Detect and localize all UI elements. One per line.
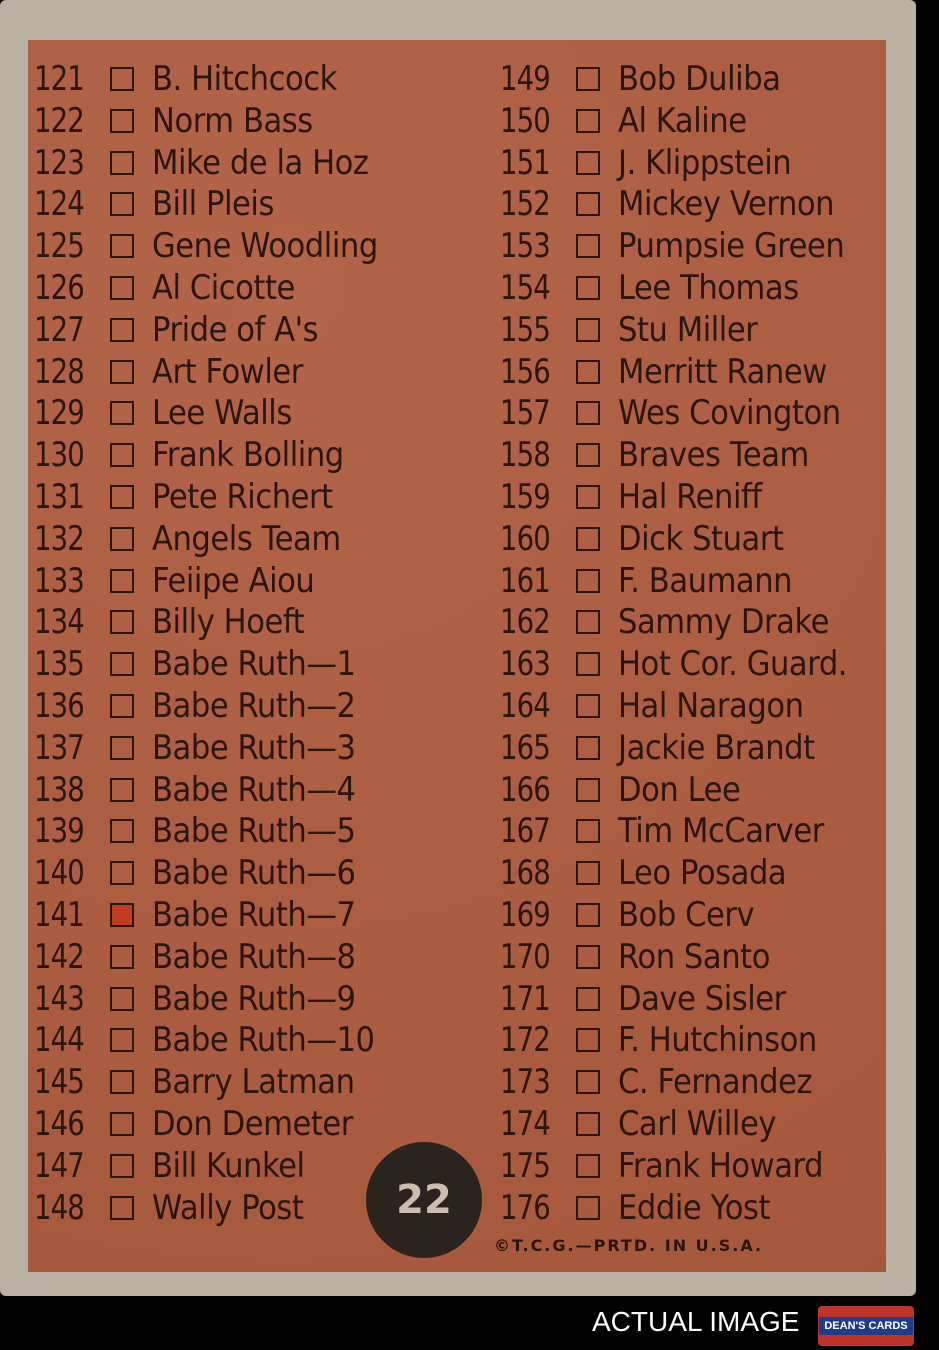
checkbox[interactable]: [110, 527, 134, 551]
checkbox[interactable]: [576, 360, 600, 384]
checklist-row: [500, 309, 880, 351]
checkbox[interactable]: [110, 903, 134, 927]
player-name: Mickey Vernon: [618, 184, 835, 225]
player-name: Hal Reniff: [618, 477, 762, 517]
checklist-row: [34, 476, 414, 518]
card-num: 151: [500, 142, 550, 183]
checklist-row: [34, 142, 414, 184]
checkbox[interactable]: [110, 694, 134, 718]
checkbox[interactable]: [576, 819, 600, 843]
player-name: Babe Ruth—6: [152, 853, 356, 894]
card-num: 162: [500, 602, 550, 643]
player-name: Babe Ruth—10: [152, 1020, 375, 1061]
checkbox[interactable]: [110, 360, 134, 384]
checklist-row: [500, 685, 880, 727]
checkbox[interactable]: [110, 736, 134, 760]
card-num: 172: [500, 1020, 550, 1061]
checkbox[interactable]: [576, 527, 600, 551]
player-name: Angels Team: [152, 518, 341, 559]
card-num: 129: [34, 393, 84, 434]
checklist-row: [34, 560, 414, 602]
player-name: Bill Pleis: [152, 184, 274, 225]
player-name: Al Cicotte: [152, 268, 295, 308]
card-num: 132: [34, 518, 84, 559]
checkbox[interactable]: [576, 192, 600, 216]
checklist-row: [34, 392, 414, 434]
card-num: 121: [34, 59, 84, 99]
checkbox[interactable]: [110, 485, 134, 509]
card-num: 163: [500, 644, 550, 685]
checklist-row: [500, 643, 880, 685]
card-num: 145: [34, 1062, 84, 1103]
player-name: Stu Miller: [618, 309, 758, 350]
player-name: Babe Ruth—2: [152, 686, 356, 726]
card-num: 147: [34, 1145, 84, 1186]
checkbox[interactable]: [576, 569, 600, 593]
card-num: 126: [34, 268, 84, 308]
checklist-row: [34, 434, 414, 476]
checkbox[interactable]: [110, 1154, 134, 1178]
checkbox[interactable]: [576, 234, 600, 258]
card-num: 148: [34, 1187, 84, 1228]
checklist-row: [500, 978, 880, 1020]
player-name: F. Hutchinson: [618, 1020, 817, 1061]
card-num: 150: [500, 100, 550, 141]
card-num: 146: [34, 1104, 84, 1144]
card-num: 170: [500, 936, 550, 977]
card-num: 174: [500, 1104, 550, 1144]
checkbox[interactable]: [110, 67, 134, 91]
checklist-row: [500, 100, 880, 142]
checkbox[interactable]: [110, 987, 134, 1011]
checklist-row: [500, 560, 880, 602]
checkbox[interactable]: [110, 945, 134, 969]
checklist-row: [34, 936, 414, 978]
checklist-row: [34, 58, 414, 100]
checklist-row: [500, 142, 880, 184]
player-name: Pride of A's: [152, 309, 319, 350]
card-num: 130: [34, 435, 84, 476]
card-num: 124: [34, 184, 84, 225]
card-num: 158: [500, 435, 550, 476]
player-name: Lee Walls: [152, 393, 292, 434]
checklist-row: [34, 267, 414, 309]
player-name: Babe Ruth—7: [152, 895, 356, 935]
player-name: Feiipe Aiou: [152, 560, 315, 601]
card-num: 164: [500, 686, 550, 726]
checklist-row: [500, 183, 880, 225]
player-name: Babe Ruth—1: [152, 644, 356, 685]
checklist-row: [500, 727, 880, 769]
checklist-row: [34, 100, 414, 142]
card-num: 128: [34, 351, 84, 392]
checklist-row: [500, 476, 880, 518]
checklist-row: [500, 1103, 880, 1145]
card-num: 142: [34, 936, 84, 977]
card-num: 131: [34, 477, 84, 517]
checkbox[interactable]: [576, 151, 600, 175]
checklist-row: [500, 434, 880, 476]
checklist-row: [34, 1103, 414, 1145]
player-name: Wes Covington: [618, 393, 841, 434]
player-name: Merritt Ranew: [618, 351, 827, 392]
checkbox[interactable]: [110, 652, 134, 676]
checklist-row: [500, 601, 880, 643]
card-num: 157: [500, 393, 550, 434]
checklist-row: [500, 392, 880, 434]
checkbox[interactable]: [110, 318, 134, 342]
checklist-row: [500, 267, 880, 309]
card-num: 169: [500, 895, 550, 935]
card-num: 153: [500, 226, 550, 267]
player-name: B. Hitchcock: [152, 59, 337, 99]
checkbox[interactable]: [576, 861, 600, 885]
card-num: 133: [34, 560, 84, 601]
checkbox[interactable]: [110, 1028, 134, 1052]
checkbox[interactable]: [576, 736, 600, 760]
checkbox[interactable]: [576, 109, 600, 133]
checklist-row: [34, 769, 414, 811]
card-num: 176: [500, 1187, 550, 1228]
checkbox[interactable]: [576, 1112, 600, 1136]
player-name: Don Lee: [618, 769, 741, 810]
checkbox[interactable]: [576, 945, 600, 969]
player-name: Eddie Yost: [618, 1187, 771, 1228]
checkbox[interactable]: [576, 903, 600, 927]
checklist-row: [34, 810, 414, 852]
card-num: 137: [34, 727, 84, 768]
player-name: Jackie Brandt: [618, 727, 815, 768]
player-name: Art Fowler: [152, 351, 303, 392]
card-num: 175: [500, 1145, 550, 1186]
checkbox[interactable]: [110, 443, 134, 467]
checkbox[interactable]: [110, 192, 134, 216]
checklist-row: [34, 225, 414, 267]
checkbox[interactable]: [576, 318, 600, 342]
card-num: 141: [34, 895, 84, 935]
checklist-row: [500, 810, 880, 852]
checklist-row: [34, 518, 414, 560]
card-number: 22: [396, 1177, 452, 1223]
checkbox[interactable]: [576, 485, 600, 509]
checklist-row: [500, 1145, 880, 1187]
card-number-badge: [366, 1142, 482, 1258]
checklist-row: [34, 852, 414, 894]
checklist-row: [34, 643, 414, 685]
card-num: 155: [500, 309, 550, 350]
checklist-row: [500, 58, 880, 100]
player-name: Mike de la Hoz: [152, 142, 369, 183]
checkbox[interactable]: [110, 1070, 134, 1094]
card-num: 143: [34, 978, 84, 1019]
card-num: 161: [500, 560, 550, 601]
checkbox[interactable]: [576, 610, 600, 634]
player-name: Wally Post: [152, 1187, 304, 1228]
checklist-row: [500, 852, 880, 894]
player-name: Leo Posada: [618, 853, 787, 894]
card-num: 135: [34, 644, 84, 685]
card-num: 127: [34, 309, 84, 350]
checklist-row: [500, 225, 880, 267]
checkbox[interactable]: [576, 987, 600, 1011]
checklist-row: [500, 936, 880, 978]
checklist-row: [34, 309, 414, 351]
checkbox[interactable]: [110, 610, 134, 634]
player-name: Don Demeter: [152, 1104, 353, 1144]
card-num: 168: [500, 853, 550, 894]
checklist-row: [34, 685, 414, 727]
player-name: Bill Kunkel: [152, 1145, 305, 1186]
card-num: 171: [500, 978, 550, 1019]
checklist-row: [34, 1019, 414, 1061]
checkbox[interactable]: [576, 1028, 600, 1052]
player-name: Babe Ruth—5: [152, 811, 356, 852]
checklist-row: [500, 1019, 880, 1061]
card-num: 123: [34, 142, 84, 183]
checklist-row: [500, 894, 880, 936]
logo-text: DEAN'S CARDS: [819, 1317, 912, 1335]
player-name: Frank Howard: [618, 1145, 824, 1186]
checkbox[interactable]: [576, 694, 600, 718]
card-num: 138: [34, 769, 84, 810]
card-num: 166: [500, 769, 550, 810]
checkbox[interactable]: [110, 778, 134, 802]
player-name: Bob Duliba: [618, 59, 781, 99]
player-name: Pumpsie Green: [618, 226, 845, 267]
checklist-row: [34, 1145, 414, 1187]
checklist-row: [34, 351, 414, 393]
player-name: Barry Latman: [152, 1062, 355, 1103]
player-name: Ron Santo: [618, 936, 770, 977]
card-num: 144: [34, 1020, 84, 1061]
checkbox[interactable]: [110, 1196, 134, 1220]
player-name: Pete Richert: [152, 477, 333, 517]
checklist-row: [500, 518, 880, 560]
player-name: F. Baumann: [618, 560, 793, 601]
checkbox[interactable]: [110, 109, 134, 133]
checklist-row: [34, 727, 414, 769]
player-name: Braves Team: [618, 435, 809, 476]
card-num: 165: [500, 727, 550, 768]
player-name: Al Kaline: [618, 100, 747, 141]
checklist-row: [34, 894, 414, 936]
player-name: Frank Bolling: [152, 435, 344, 476]
copyright-text: ©T.C.G.—PRTD. IN U.S.A.: [494, 1236, 764, 1255]
checkbox[interactable]: [110, 819, 134, 843]
checkbox[interactable]: [576, 67, 600, 91]
card-num: 149: [500, 59, 550, 99]
checklist-row: [34, 978, 414, 1020]
card-num: 140: [34, 853, 84, 894]
card-num: 167: [500, 811, 550, 852]
checkbox[interactable]: [110, 276, 134, 300]
card-num: 139: [34, 811, 84, 852]
card-num: 159: [500, 477, 550, 517]
checkbox[interactable]: [110, 1112, 134, 1136]
player-name: Tim McCarver: [618, 811, 824, 852]
card-num: 134: [34, 602, 84, 643]
card-num: 156: [500, 351, 550, 392]
checkbox[interactable]: [576, 276, 600, 300]
checklist-row: [34, 601, 414, 643]
player-name: Gene Woodling: [152, 226, 378, 267]
card-num: 173: [500, 1062, 550, 1103]
checklist-row: [500, 1187, 880, 1229]
checkbox[interactable]: [576, 778, 600, 802]
checkbox[interactable]: [110, 861, 134, 885]
card-num: 125: [34, 226, 84, 267]
checklist-row: [500, 769, 880, 811]
checkbox[interactable]: [110, 151, 134, 175]
player-name: Hot Cor. Guard.: [618, 644, 848, 685]
checklist-row: [34, 183, 414, 225]
player-name: Hal Naragon: [618, 686, 804, 726]
player-name: Babe Ruth—9: [152, 978, 356, 1019]
card-num: 160: [500, 518, 550, 559]
card-num: 152: [500, 184, 550, 225]
player-name: Babe Ruth—8: [152, 936, 356, 977]
checkbox[interactable]: [576, 1196, 600, 1220]
player-name: Lee Thomas: [618, 268, 799, 308]
player-name: Bob Cerv: [618, 895, 755, 935]
checkbox[interactable]: [110, 569, 134, 593]
checkbox[interactable]: [576, 401, 600, 425]
player-name: Dick Stuart: [618, 518, 784, 559]
actual-image-label: ACTUAL IMAGE: [592, 1306, 800, 1337]
checklist-row: [34, 1061, 414, 1103]
player-name: Babe Ruth—3: [152, 727, 356, 768]
player-name: Norm Bass: [152, 100, 313, 141]
checkbox[interactable]: [110, 401, 134, 425]
checklist-row: [34, 1187, 414, 1229]
player-name: Dave Sisler: [618, 978, 786, 1019]
checkbox[interactable]: [576, 1070, 600, 1094]
player-name: J. Klippstein: [618, 142, 792, 183]
checklist-row: [500, 351, 880, 393]
checkbox[interactable]: [576, 652, 600, 676]
card-num: 122: [34, 100, 84, 141]
checkbox[interactable]: [576, 1154, 600, 1178]
card-num: 136: [34, 686, 84, 726]
player-name: Sammy Drake: [618, 602, 830, 643]
player-name: Carl Willey: [618, 1104, 777, 1144]
deans-cards-logo: [818, 1306, 914, 1346]
card-num: 154: [500, 268, 550, 308]
player-name: C. Fernandez: [618, 1062, 813, 1103]
player-name: Babe Ruth—4: [152, 769, 356, 810]
checkbox[interactable]: [576, 443, 600, 467]
player-name: Billy Hoeft: [152, 602, 305, 643]
checklist-row: [500, 1061, 880, 1103]
checkbox[interactable]: [110, 234, 134, 258]
